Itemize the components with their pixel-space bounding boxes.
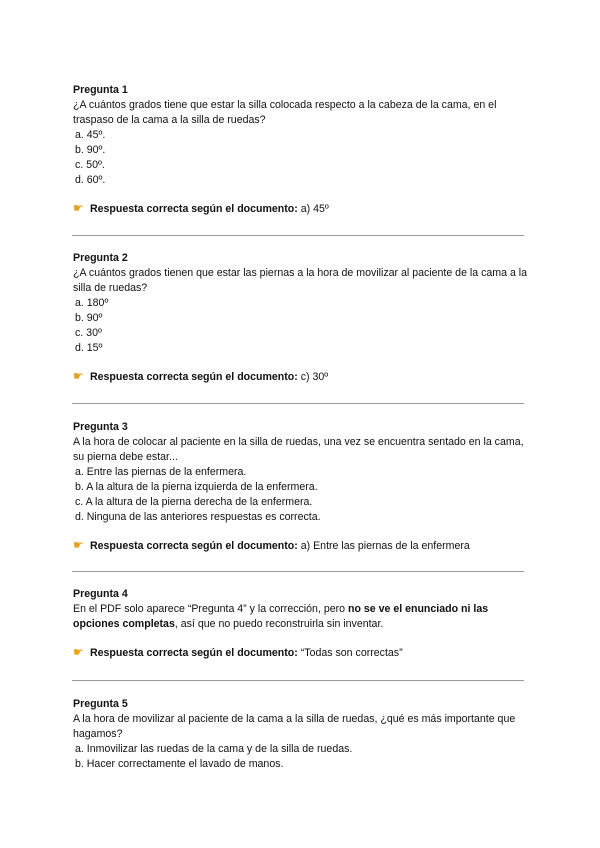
divider [72, 235, 524, 236]
option-b: b. 90º. [75, 144, 106, 156]
question-3-title: Pregunta 3 [73, 421, 128, 433]
question-5 [73, 697, 533, 772]
question-4-answer [73, 645, 533, 661]
question-1-title: Pregunta 1 [73, 84, 128, 96]
option-a: a. Entre las piernas de la enfermera. [75, 466, 247, 478]
option-d: d. Ninguna de las anteriores respuestas es correcta. [75, 511, 321, 523]
answer-label: Respuesta correcta según el documento: [90, 203, 298, 215]
option-c: c. A la altura de la pierna derecha de la enfermera. [75, 496, 313, 508]
divider [72, 680, 524, 681]
question-4-text-part2: , así que no puedo reconstruirla sin inventar. [174, 618, 384, 630]
question-4-text [73, 602, 533, 632]
question-3-options [73, 465, 533, 525]
option-c: c. 50º. [75, 159, 105, 171]
answer-label: Respuesta correcta según el documento: [90, 371, 298, 383]
question-3 [73, 420, 533, 554]
question-5-text: A la hora de movilizar al paciente de la cama a la silla de ruedas, ¿qué es más importante que hagamos? [73, 713, 516, 740]
answer-label: Respuesta correcta según el documento: [90, 540, 298, 552]
option-a: a. Inmovilizar las ruedas de la cama y de la silla de ruedas. [75, 743, 353, 755]
question-4 [73, 587, 533, 661]
question-2-text: ¿A cuántos grados tienen que estar las piernas a la hora de movilizar al paciente de la cama a la silla de ruedas? [73, 267, 528, 294]
question-4-text-bold: no se ve el enunciado ni las opciones completas [73, 603, 489, 630]
option-b: b. Hacer correctamente el lavado de manos. [75, 758, 284, 770]
question-2 [73, 251, 533, 385]
option-d: d. 15º [75, 342, 103, 354]
answer-value: c) 30º [297, 371, 329, 383]
option-a: a. 180º [75, 297, 109, 309]
pointing-hand-icon: ☛ [73, 201, 84, 215]
question-3-answer [73, 538, 533, 554]
pointing-hand-icon: ☛ [73, 538, 84, 552]
option-b: b. 90º [75, 312, 103, 324]
option-c: c. 30º [75, 327, 102, 339]
divider [72, 403, 524, 404]
divider [72, 571, 524, 572]
question-5-title: Pregunta 5 [73, 698, 128, 710]
question-4-text-part1: En el PDF solo aparece “Pregunta 4” y la corrección, pero [73, 603, 348, 615]
question-1-options [73, 128, 533, 188]
question-3-text: A la hora de colocar al paciente en la silla de ruedas, una vez se encuentra sentado en la cama, su pierna debe estar... [73, 436, 524, 463]
option-d: d. 60º. [75, 174, 106, 186]
question-2-answer [73, 369, 533, 385]
option-a: a. 45º. [75, 129, 106, 141]
question-5-options [73, 742, 533, 772]
question-1-answer [73, 201, 533, 217]
question-4-title: Pregunta 4 [73, 588, 128, 600]
question-1-text: ¿A cuántos grados tiene que estar la silla colocada respecto a la cabeza de la cama, en el traspaso de la cama a la silla de ruedas? [73, 99, 497, 126]
pointing-hand-icon: ☛ [73, 645, 84, 659]
answer-value: “Todas son correctas” [297, 647, 403, 659]
question-2-options [73, 296, 533, 356]
answer-value: a) Entre las piernas de la enfermera [297, 540, 470, 552]
answer-value: a) 45º [297, 203, 329, 215]
answer-label: Respuesta correcta según el documento: [90, 647, 298, 659]
question-2-title: Pregunta 2 [73, 252, 128, 264]
pointing-hand-icon: ☛ [73, 369, 84, 383]
question-1 [73, 83, 533, 217]
option-b: b. A la altura de la pierna izquierda de la enfermera. [75, 481, 318, 493]
